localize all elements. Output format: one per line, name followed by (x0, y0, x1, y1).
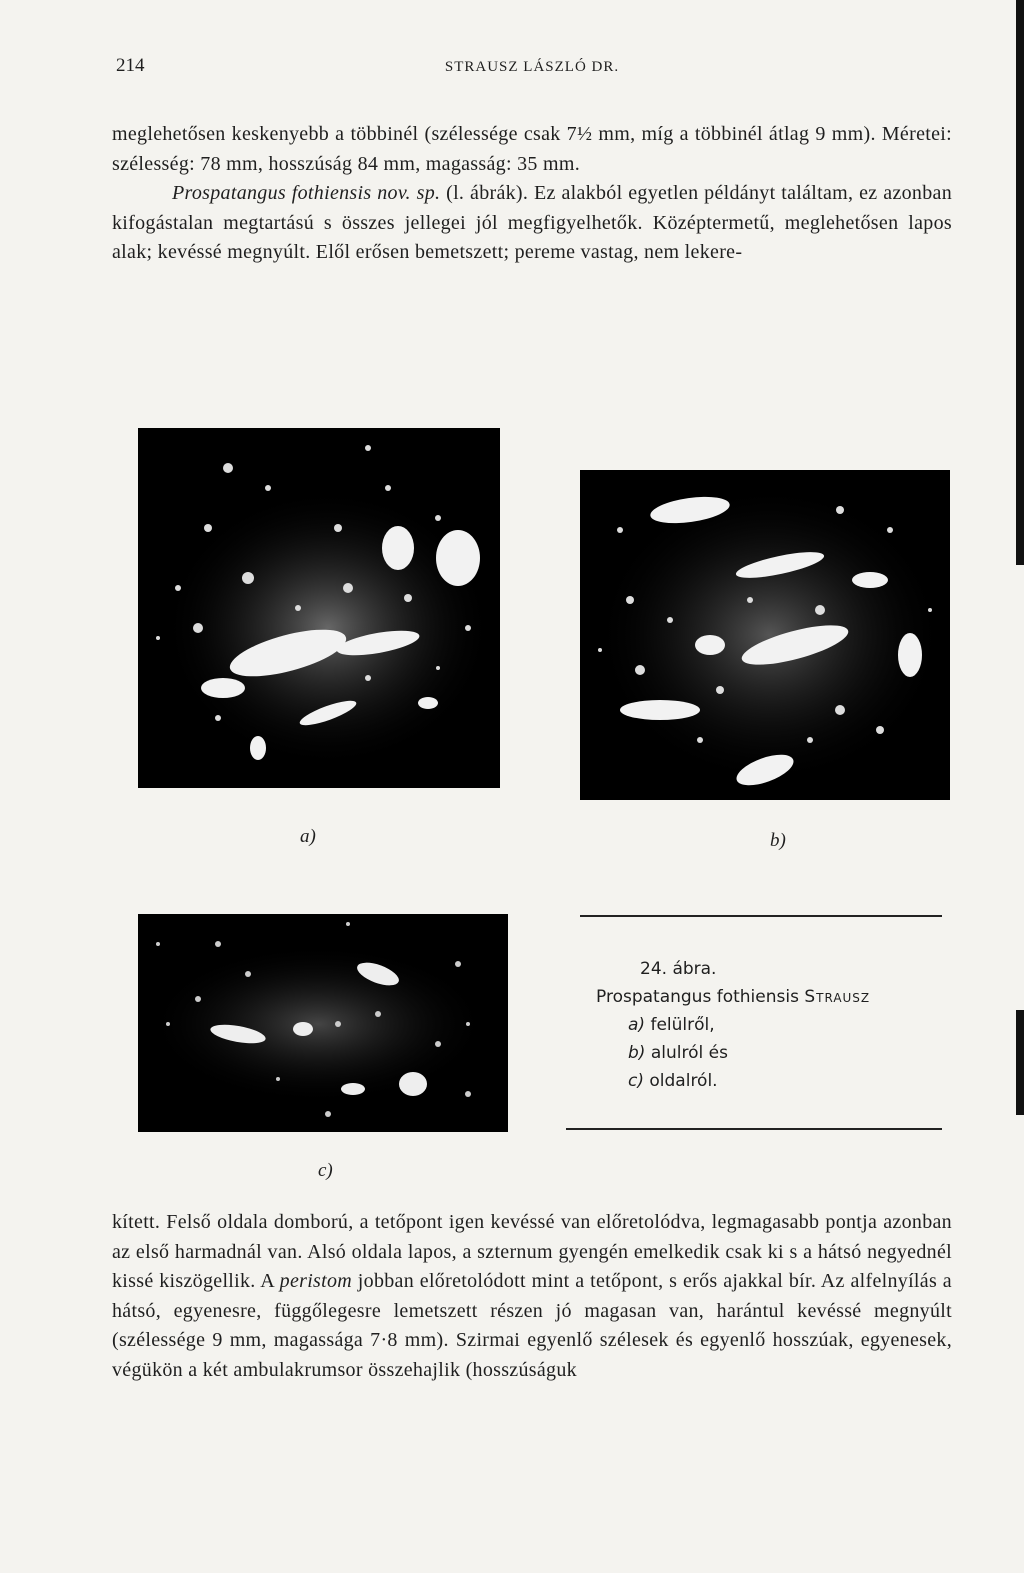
fossil-photo-top-view-icon (138, 428, 500, 788)
caption-text-a: felülről, (645, 1015, 715, 1035)
caption-line-c (596, 1067, 956, 1095)
caption-line-b (596, 1039, 956, 1067)
paragraph-text: (l. ábrák). Ez alakból egyetlen példányt találtam, ez azonban kifogástalan megtartású s összes jellegei jól megfigyelhetők. Középtermetű, meglehetősen lapos alak; kevéssé megnyúlt. Elől erősen bemetszett; pereme vastag, nem lekere- (112, 182, 953, 263)
scan-edge-mark (1016, 1010, 1024, 1115)
figure-caption (596, 955, 956, 1095)
caption-number: 24. ábra. (640, 959, 717, 979)
scan-edge-mark (1016, 0, 1024, 565)
top-body-text (112, 120, 952, 268)
caption-species-line (596, 983, 956, 1011)
bottom-body-text (112, 1208, 952, 1385)
caption-letter-c: c) (628, 1071, 644, 1091)
species-name: Prospatangus fothiensis nov. sp. (172, 182, 441, 204)
caption-author: Strausz (804, 987, 871, 1007)
paragraph (112, 179, 952, 268)
figure-c-label: c) (318, 1160, 333, 1181)
figure-b-photo (580, 470, 950, 800)
running-head: STRAUSZ LÁSZLÓ DR. (444, 59, 620, 75)
figure-a-label: a) (300, 826, 316, 847)
paragraph-text: jobban előretolódott mint a tetőpont, s erős ajakkal bír. Az alfelnyílás a hátsó, egyenesre, függőlegesre lemetszett részen jó magasan van, harántul kevéssé megnyúlt (szélessége 9 mm, magassága 7·8 mm). Szirmai egyenlő szélesek és egyenlő hosszúak, egyenesek, végükön a két ambulakrumsor összehajlik (hosszúságuk (112, 1270, 952, 1381)
figure-b-label: b) (770, 830, 786, 851)
caption-text-b: alulról és (645, 1043, 728, 1063)
fossil-photo-side-view-icon (138, 914, 508, 1132)
caption-rule-bottom (566, 1128, 942, 1130)
paragraph (112, 1208, 952, 1385)
figure-c-photo (138, 914, 508, 1132)
paragraph-text: kített. Felső oldala domború, a tetőpont igen kevéssé van előretolódva, legmagasabb pontja azonban az első harmadnál van. Alsó oldala lapos, a szternum gyengén emelkedik csak ki s a hátsó negyednél kissé kiszögellik. A (112, 1211, 952, 1292)
paragraph: meglehetősen keskenyebb a többinél (szélessége csak 7½ mm, míg a többinél átlag 9 mm). Méretei: szélesség: 78 mm, hosszúság 84 mm, magasság: 35 mm. (112, 123, 952, 175)
page-number: 214 (116, 55, 145, 76)
caption-species: Prospatangus fothiensis (596, 987, 805, 1007)
page-header (112, 55, 952, 85)
fossil-photo-bottom-view-icon (580, 470, 950, 800)
caption-letter-a: a) (628, 1015, 646, 1035)
term-peristom: peristom (279, 1270, 353, 1292)
caption-letter-b: b) (628, 1043, 646, 1063)
caption-rule-top (580, 915, 942, 917)
figure-a-photo (138, 428, 500, 788)
caption-text-c: oldalról. (643, 1071, 718, 1091)
caption-line-a (596, 1011, 956, 1039)
